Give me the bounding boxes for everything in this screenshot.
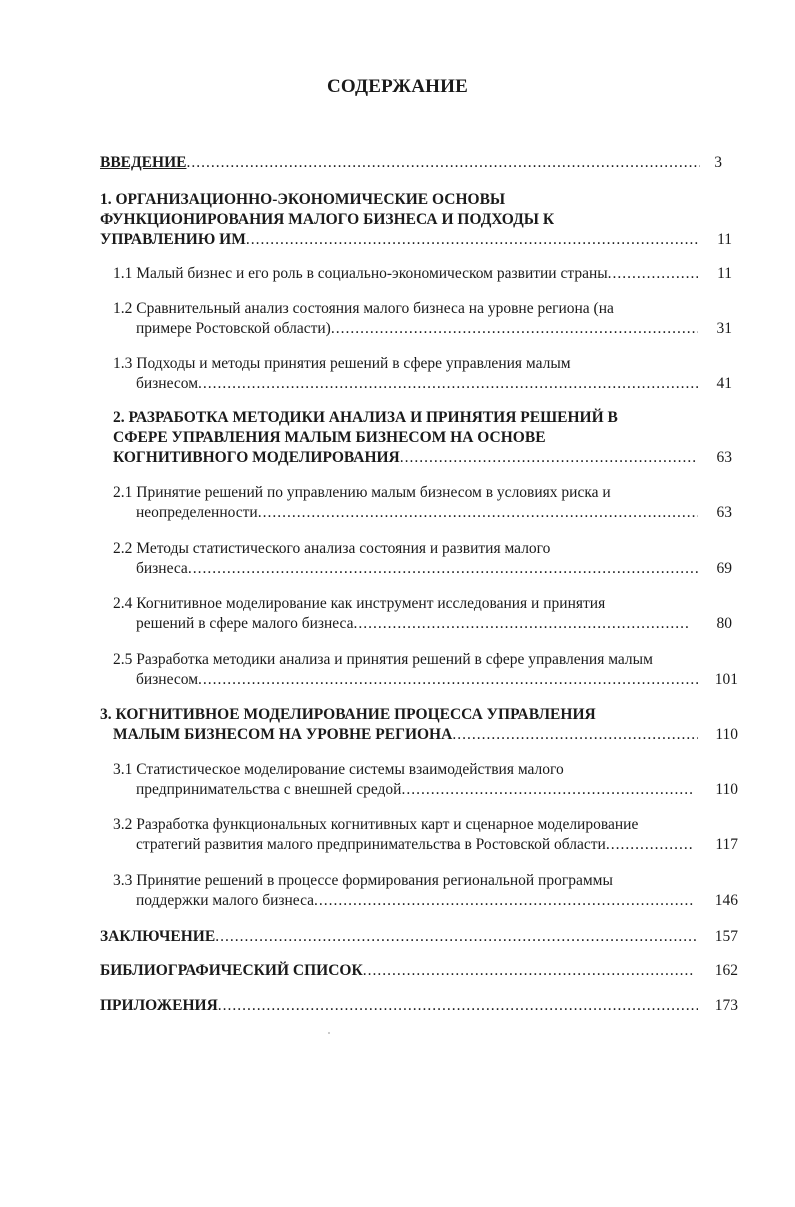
toc-page-number: 110 bbox=[715, 726, 738, 743]
toc-entry-section-2-1 bbox=[113, 483, 698, 523]
toc-page-number: 63 bbox=[716, 449, 732, 466]
toc-line bbox=[113, 835, 693, 855]
dot-leader bbox=[401, 780, 693, 800]
toc-line bbox=[100, 961, 695, 981]
toc-line bbox=[113, 448, 698, 468]
toc-entry-text: примере Ростовской области) bbox=[136, 320, 331, 337]
toc-line: 2.5 Разработка методики анализа и принятия решений в сфере управления малым bbox=[113, 651, 653, 668]
toc-entry-bibliography bbox=[100, 961, 695, 981]
dot-leader bbox=[354, 614, 688, 634]
toc-page-number: 117 bbox=[715, 836, 738, 853]
toc-line: 3.2 Разработка функциональных когнитивных карт и сценарное моделирование bbox=[113, 816, 639, 833]
toc-line: 1. ОРГАНИЗАЦИОННО-ЭКОНОМИЧЕСКИЕ ОСНОВЫ bbox=[100, 191, 506, 208]
toc-page-number: 157 bbox=[714, 928, 738, 945]
toc-page-number: 146 bbox=[714, 892, 738, 909]
toc-line bbox=[113, 670, 698, 690]
toc-entry-section-1-1 bbox=[113, 264, 698, 284]
toc-entry-text: МАЛЫМ БИЗНЕСОМ НА УРОВНЕ РЕГИОНА bbox=[113, 726, 453, 743]
toc-line bbox=[100, 927, 698, 947]
toc-entry-chapter-1 bbox=[100, 190, 700, 250]
toc-entry-section-2-5 bbox=[113, 650, 698, 690]
toc-entry-text: ПРИЛОЖЕНИЯ bbox=[100, 997, 218, 1014]
dot-leader bbox=[188, 559, 698, 579]
toc-page-number: 173 bbox=[714, 997, 738, 1014]
toc-line bbox=[113, 374, 698, 394]
toc-line: 2.4 Когнитивное моделирование как инструмент исследования и принятия bbox=[113, 595, 606, 612]
toc-entry-section-1-3 bbox=[113, 354, 698, 394]
toc-page-number: 110 bbox=[715, 781, 738, 798]
scan-speck bbox=[328, 1032, 330, 1034]
toc-line bbox=[113, 891, 693, 911]
toc-page-number: 11 bbox=[717, 231, 732, 248]
toc-entry-introduction bbox=[100, 153, 700, 173]
toc-line: 2.2 Методы статистического анализа состояния и развития малого bbox=[113, 540, 551, 557]
toc-line bbox=[100, 725, 698, 745]
toc-entry-section-1-2 bbox=[113, 299, 698, 339]
toc-entry-section-3-3 bbox=[113, 871, 693, 911]
toc-entry-text: 1.1 Малый бизнес и его роль в социально-экономическом развитии страны bbox=[113, 265, 608, 282]
toc-line bbox=[113, 559, 698, 579]
toc-page-number: 80 bbox=[716, 615, 732, 632]
toc-entry-text: БИБЛИОГРАФИЧЕСКИЙ СПИСОК bbox=[100, 962, 363, 979]
dot-leader bbox=[198, 670, 698, 690]
page-title: СОДЕРЖАНИЕ bbox=[327, 76, 468, 97]
toc-page-number: 31 bbox=[716, 320, 732, 337]
dot-leader bbox=[218, 996, 698, 1016]
toc-line: 2.1 Принятие решений по управлению малым бизнесом в условиях риска и bbox=[113, 484, 611, 501]
toc-line bbox=[113, 264, 698, 284]
toc-line bbox=[113, 614, 688, 634]
dot-leader bbox=[314, 891, 693, 911]
toc-entry-section-3-1 bbox=[113, 760, 693, 800]
toc-entry-section-2-4 bbox=[113, 594, 688, 634]
toc-entry-appendices bbox=[100, 996, 698, 1016]
dot-leader bbox=[331, 319, 698, 339]
toc-page-number: 69 bbox=[716, 560, 732, 577]
dot-leader bbox=[258, 503, 698, 523]
dot-leader bbox=[246, 230, 700, 250]
toc-line bbox=[100, 996, 698, 1016]
toc-entry-chapter-2 bbox=[113, 408, 698, 468]
toc-entry-text: КОГНИТИВНОГО МОДЕЛИРОВАНИЯ bbox=[113, 449, 400, 466]
dot-leader bbox=[400, 448, 698, 468]
toc-line bbox=[100, 153, 700, 173]
toc-line: 1.2 Сравнительный анализ состояния малого бизнеса на уровне региона (на bbox=[113, 300, 614, 317]
toc-line: 3.3 Принятие решений в процессе формирования региональной программы bbox=[113, 872, 613, 889]
dot-leader bbox=[198, 374, 698, 394]
toc-page-number: 41 bbox=[716, 375, 732, 392]
toc-entry-section-3-2 bbox=[113, 815, 693, 855]
toc-entry-conclusion bbox=[100, 927, 698, 947]
toc-page-number: 101 bbox=[714, 671, 738, 688]
toc-page-number: 162 bbox=[714, 962, 738, 979]
dot-leader bbox=[186, 153, 700, 173]
dot-leader bbox=[608, 264, 698, 284]
toc-line: 2. РАЗРАБОТКА МЕТОДИКИ АНАЛИЗА И ПРИНЯТИЯ РЕШЕНИЙ В bbox=[113, 409, 618, 426]
toc-line bbox=[113, 503, 698, 523]
toc-entry-text: ЗАКЛЮЧЕНИЕ bbox=[100, 928, 216, 945]
toc-line: 3.1 Статистическое моделирование системы взаимодействия малого bbox=[113, 761, 564, 778]
toc-entry-text: решений в сфере малого бизнеса bbox=[136, 615, 354, 632]
toc-entry-chapter-3 bbox=[100, 705, 698, 745]
toc-line bbox=[113, 319, 698, 339]
toc-entry-text: УПРАВЛЕНИЮ ИМ bbox=[100, 231, 246, 248]
toc-entry-text: стратегий развития малого предпринимательства в Ростовской области bbox=[136, 836, 606, 853]
dot-leader bbox=[452, 725, 698, 745]
toc-entry-text: бизнесом bbox=[136, 671, 199, 688]
toc-line: ФУНКЦИОНИРОВАНИЯ МАЛОГО БИЗНЕСА И ПОДХОДЫ К bbox=[100, 211, 555, 228]
toc-entry-text: бизнеса bbox=[136, 560, 188, 577]
dot-leader bbox=[606, 835, 693, 855]
toc-entry-text: ВВЕДЕНИЕ bbox=[100, 154, 187, 171]
toc-line: 3. КОГНИТИВНОЕ МОДЕЛИРОВАНИЕ ПРОЦЕССА УПРАВЛЕНИЯ bbox=[100, 706, 596, 723]
toc-entry-text: бизнесом bbox=[136, 375, 199, 392]
toc-line: СФЕРЕ УПРАВЛЕНИЯ МАЛЫМ БИЗНЕСОМ НА ОСНОВЕ bbox=[113, 429, 546, 446]
toc-page-number: 11 bbox=[717, 265, 732, 282]
toc-page-number: 63 bbox=[716, 504, 732, 521]
toc-entry-section-2-2 bbox=[113, 539, 698, 579]
toc-entry-text: поддержки малого бизнеса bbox=[136, 892, 315, 909]
toc-page-number: 3 bbox=[714, 154, 722, 171]
toc-line bbox=[113, 780, 693, 800]
dot-leader bbox=[215, 927, 698, 947]
toc-entry-text: неопределенности bbox=[136, 504, 258, 521]
toc-line bbox=[100, 230, 700, 250]
toc-entry-text: предпринимательства с внешней средой bbox=[136, 781, 402, 798]
dot-leader bbox=[363, 961, 695, 981]
toc-line: 1.3 Подходы и методы принятия решений в сфере управления малым bbox=[113, 355, 571, 372]
